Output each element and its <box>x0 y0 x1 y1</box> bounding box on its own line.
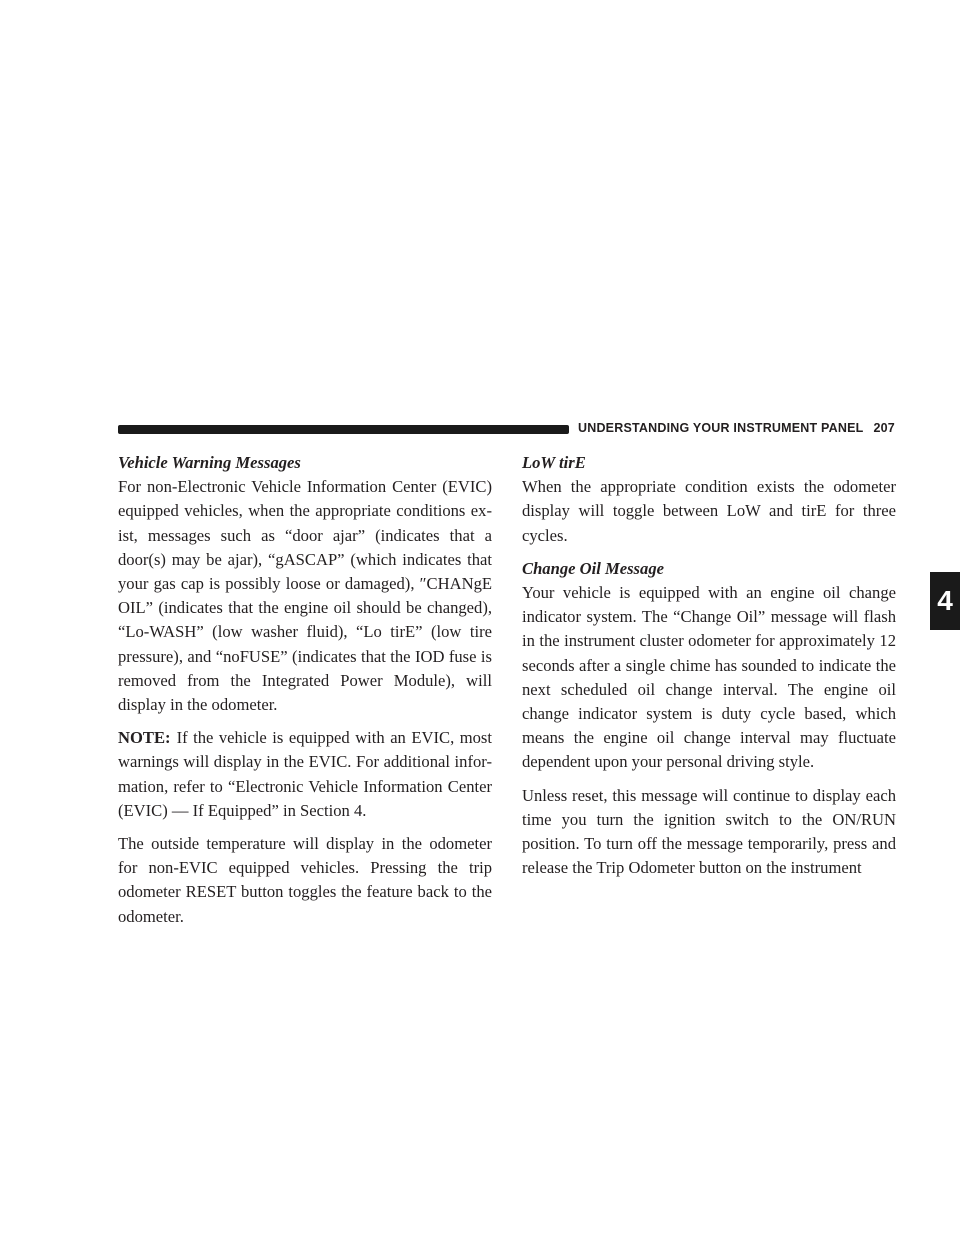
left-column <box>118 451 492 938</box>
paragraph-outside-temperature: The outside temperature will display in the odometer for non-EVIC equipped vehicles. Pressing the trip odometer RESET button toggles the feature back to the odometer. <box>118 834 492 926</box>
heading-change-oil-message: Change Oil Message <box>522 558 664 578</box>
chapter-tab: 4 <box>930 572 960 630</box>
page-number: 207 <box>873 421 895 435</box>
heading-vehicle-warning-messages: Vehicle Warning Messages <box>118 453 301 472</box>
paragraph-change-oil: Your vehicle is equipped with an engine oil change indicator system. The “Change Oil” message will flash in the instrument cluster odometer for approximately 12 seconds after a single chime has sounded to indicate the next scheduled oil change interval. The engine oil change indicator system is duty cycle based, which means the engine oil change interval may fluctuate dependent upon your personal driving style. <box>522 583 896 772</box>
note-paragraph <box>118 726 492 823</box>
note-label: NOTE: <box>118 728 171 748</box>
note-text: If the vehicle is equipped with an EVIC, most warnings will display in the EVIC. For additional infor-mation, refer to “Electronic Vehicle Information Center (EVIC) — If Equipped” in Section 4. <box>118 728 492 820</box>
paragraph-warning-messages: For non-Electronic Vehicle Information Center (EVIC) equipped vehicles, when the appropriate conditions ex-ist, messages such as “door ajar” (indicates that a door(s) may be ajar), “gASCAP” (which indicates that your gas cap is possibly loose or damaged), ″CHANgE OIL” (indicates that the engine oil should be changed), “Lo-WASH” (low washer fluid), “Lo tirE” (low tire pressure), and “noFUSE” (indicates that the IOD fuse is removed from the Integrated Power Module), will display in the odometer. <box>118 477 492 715</box>
heading-low-tire: LoW tirE <box>522 453 586 472</box>
paragraph-unless-reset: Unless reset, this message will continue to display each time you turn the ignition switch to the ON/RUN position. To turn off the message temporarily, press and release the Trip Odometer button on the instrument <box>522 785 896 878</box>
header-rule <box>118 425 569 434</box>
paragraph-low-tire: When the appropriate condition exists the odometer display will toggle between LoW and tirE for three cycles. <box>522 477 896 545</box>
right-column <box>522 451 896 889</box>
section-title: UNDERSTANDING YOUR INSTRUMENT PANEL <box>578 421 864 435</box>
running-header <box>578 421 898 435</box>
